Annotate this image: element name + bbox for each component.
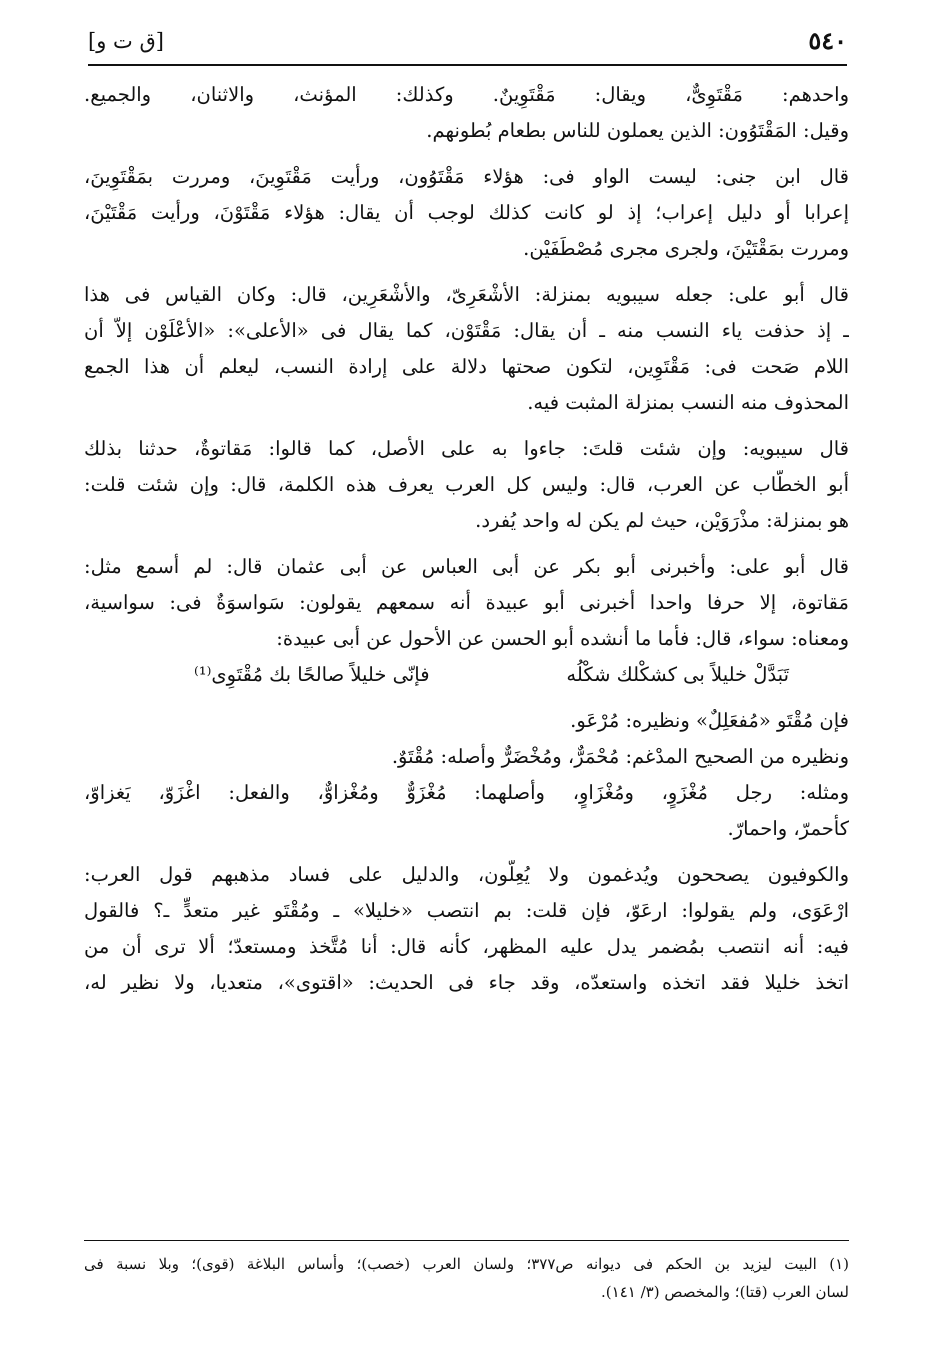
root-label: [ق ت و] [88, 29, 164, 53]
text-line: ومررت بمَقْتَيْنَ، ولجرى مجرى مُصْطَفَيْن. [523, 237, 849, 260]
verse-hemistich-right: تَبَدَّلْ خليلاً بى كشكْلك شكْلُه [566, 663, 789, 686]
text-line: ـ إذ حذفت ياء النسب منه ـ أن يقال: مَقْتَوْن، كما يقال فى «الأعلى»: «الأعْلَوْن إلاّ أن [84, 319, 849, 342]
text-line: ارْعَوَى، ولم يقولوا: ارعَوّ، فإن قلت: بم انتصب «خليلا» ـ ومُقْتَو غير متعدٍّ ـ؟ فالقول [84, 899, 849, 922]
poetry-verse [84, 660, 849, 706]
text-line: ونظيره من الصحيح المدْغم: مُحْمَرٌّ، ومُخْضَرٌّ وأصله: مُقْتَوٌ. [391, 745, 849, 768]
text-line: قال أبو على: جعله سيبويه بمنزلة: الأشْعَرِىّ، والأشْعَرِين، قال: وكان القياس فى هذا [84, 283, 849, 306]
text-line: قال سيبويه: وإن شئت قلتَ: جاءوا به على الأصل، كما قالوا: مَقاتوةٌ، حدثنا بذلك [84, 437, 849, 460]
text-line: قال ابن جنى: ليست الواو فى: هؤلاء مَقْتَوُون، ورأيت مَقْتَوِينَ، ومررت بمَقْتَوِينَ، [84, 165, 849, 188]
text-line: اتخذ خليلا فقد اتخذه واستعدّه، وقد جاء فى الحديث: «اقتوى»، متعديا، ولا نظير له، [84, 971, 849, 994]
footnote-rule [84, 1240, 849, 1241]
text-line: واحدهم: مَقْتَوِىٌّ، ويقال: مَقْتَوِينٌ. وكذلك: المؤنث، والاثنان، والجميع. [84, 83, 849, 106]
text-line: قال أبو على: وأخبرنى أبو بكر عن أبى العباس عن أبى عثمان قال: لم أسمع مثل: [84, 555, 849, 578]
header-rule [88, 64, 847, 66]
text-line: هو بمنزلة: مذْرَوَيْن، حيث لم يكن له واحد يُفرد. [475, 509, 849, 532]
text-line: والكوفيون يصححون ويُدغمون ولا يُعِلُّون، والدليل على فساد مذهبهم قول العرب: [84, 863, 849, 886]
text-line: فإن مُقْتَو «مُفعَلِلٌ» ونظيره: مُرْعَو. [570, 709, 849, 732]
footnote-line: لسان العرب (قتا)؛ والمخصص (٣/ ١٤١). [601, 1283, 849, 1301]
footnotes [84, 1252, 849, 1308]
text-line: اللام صَحت فى: مَقْتَوِين، لتكون صحتها دلالة على إرادة النسب، ليعلم أن هذا الجمع [84, 355, 849, 378]
text-line: وقيل: المَقْتَوُون: الذين يعملون للناس بطعام بُطونهم. [426, 119, 849, 142]
text-line: ومعناه: سواء، قال: فأما ما أنشده أبو الحسن عن الأحول عن أبى عبيدة: [276, 627, 849, 650]
text-line: كأحمرّ، واحمارّ. [727, 817, 849, 840]
body-text [84, 80, 849, 1004]
footnote-line: (١) البيت ليزيد بن الحكم فى ديوانه ص٣٧٧؛ ولسان العرب (خصب)؛ وأساس البلاغة (قوى)؛ وبلا نسبة فى [84, 1255, 849, 1273]
text-line: إعرابا أو دليل إعراب؛ إذ لو كانت كذلك لوجب أن يقال: هؤلاء مَقْتَوْنَ، ورأيت مَقْتَيْنَ، [84, 201, 849, 224]
text-line: المحذوف منه النسب بمنزلة المثبت فيه. [527, 391, 849, 414]
page-number: ٥٤٠ [808, 26, 847, 55]
text-line: أبو الخطّاب عن العرب، قال: وليس كل العرب يعرف هذه الكلمة، قال: وإن شئت قلت: [84, 473, 849, 496]
text-line: ومثله: رجل مُغْزَوٍ، ومُغْزَاوٍ، وأصلهما: مُغْزَوٌّ ومُغْزاوٌّ، والفعل: اغْزَوّ، يَغزاوّ، [84, 781, 849, 804]
text-line: مَقاتوة، إلا حرفا واحدا أخبرنى أبو عبيدة أنه سمعهم يقولون: سَواسوَةٌ فى: سواسية، [84, 591, 849, 614]
text-line: فيه: أنه انتصب بمُضمر يدل عليه المظهر، كأنه قال: أنا مُتَّخذ ومستعدّ؛ ألا ترى أن من [84, 935, 849, 958]
verse-hemistich-left: فإنّى خليلاً صالحًا بك مُقْتَوِى⁽¹⁾ [194, 663, 430, 686]
